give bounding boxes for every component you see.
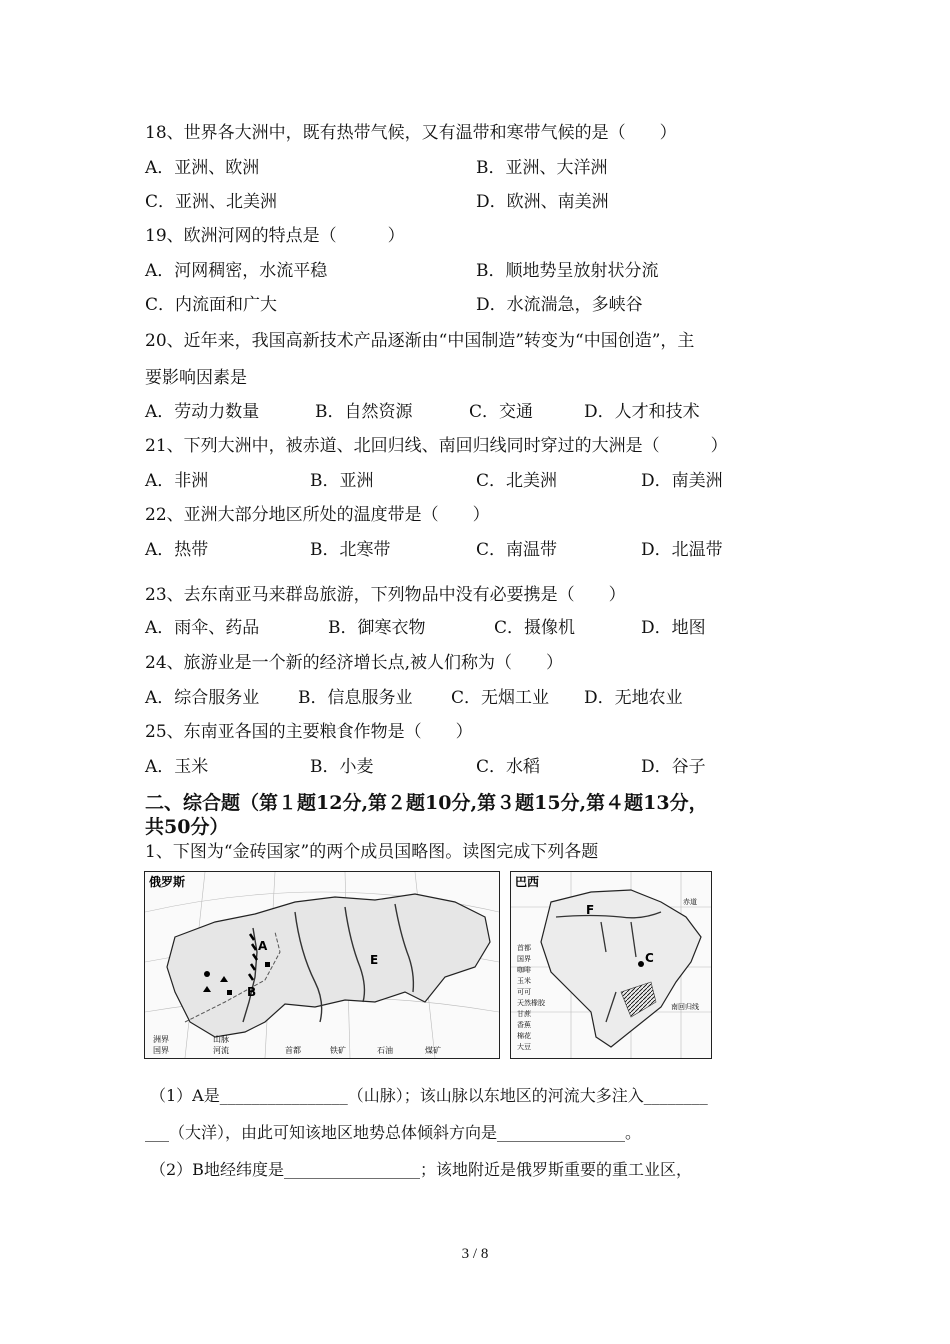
- brazil-map-tropic-capricorn: 南回归线: [671, 1003, 699, 1011]
- question-21-stem: 21、下列大洲中，被赤道、北回归线、南回归线同时穿过的大洲是（ ）: [145, 436, 728, 456]
- question-24-option-d[interactable]: D．无地农业: [584, 688, 683, 708]
- question-18-option-a[interactable]: A．亚洲、欧洲: [145, 158, 260, 178]
- brazil-legend-corn: 玉米: [517, 977, 531, 985]
- question-19-option-a[interactable]: A．河网稠密，水流平稳: [145, 261, 328, 281]
- question-22-stem: 22、亚洲大部分地区所处的温度带是（ ）: [145, 505, 490, 525]
- question-23-option-d[interactable]: D．地图: [641, 618, 706, 638]
- question-20-stem-continued: 要影响因素是: [145, 368, 247, 388]
- russia-map-label-e: E: [370, 953, 379, 967]
- question-20-option-b[interactable]: B．自然资源: [315, 402, 413, 422]
- russia-map-label-b: B: [247, 985, 257, 999]
- russia-legend-rivers: 河流: [213, 1046, 229, 1055]
- question-25-option-c[interactable]: C．水稻: [476, 757, 541, 777]
- comprehensive-question-1-intro: 1、下图为“金砖国家”的两个成员国略图。读图完成下列各题: [145, 842, 599, 862]
- question-24-stem: 24、旅游业是一个新的经济增长点,被人们称为（ ）: [145, 653, 564, 673]
- russia-legend-oil: 石油: [377, 1046, 393, 1055]
- section-2-heading-continued: 共50分）: [145, 816, 229, 838]
- brazil-legend-banana: 香蕉: [517, 1021, 531, 1029]
- brazil-legend-cotton: 棉花: [517, 1032, 531, 1040]
- question-20-stem: 20、近年来，我国高新技术产品逐渐由“中国制造”转变为“中国创造”，主: [145, 331, 695, 351]
- brazil-legend-capital: 首都: [517, 944, 531, 952]
- question-23-stem: 23、去东南亚马来群岛旅游，下列物品中没有必要携是（ ）: [145, 585, 626, 605]
- fill-question-1-part-2[interactable]: （2）B地经纬度是_________________；该地附近是俄罗斯重要的重工业区，: [150, 1160, 692, 1179]
- question-19-option-c[interactable]: C．内流面和广大: [145, 295, 278, 315]
- fill-question-1-part-1-continued[interactable]: ___（大洋），由此可知该地区地势总体倾斜方向是________________。: [145, 1123, 642, 1142]
- question-18-stem: 18、世界各大洲中，既有热带气候，又有温带和寒带气候的是（ ）: [145, 123, 677, 143]
- question-24-option-a[interactable]: A．综合服务业: [145, 688, 260, 708]
- question-25-stem: 25、东南亚各国的主要粮食作物是（ ）: [145, 722, 473, 742]
- brazil-legend-cocoa: 可可: [517, 988, 531, 996]
- question-22-option-b[interactable]: B．北寒带: [310, 540, 391, 560]
- russia-legend-coal: 煤矿: [425, 1046, 441, 1055]
- question-19-option-b[interactable]: B．顺地势呈放射状分流: [476, 261, 659, 281]
- question-23-option-c[interactable]: C．摄像机: [494, 618, 576, 638]
- brazil-map-label-f: F: [586, 903, 595, 917]
- question-18-option-b[interactable]: B．亚洲、大洋洲: [476, 158, 608, 178]
- question-21-option-c[interactable]: C．北美洲: [476, 471, 558, 491]
- question-18-option-c[interactable]: C．亚洲、北美洲: [145, 192, 278, 212]
- question-19-stem: 19、欧洲河网的特点是（ ）: [145, 226, 405, 246]
- section-2-heading: 二、综合题（第１题12分,第２题10分,第３题15分,第４题13分，: [145, 792, 708, 814]
- question-22-option-c[interactable]: C．南温带: [476, 540, 558, 560]
- russia-legend-continent-border: 洲界: [153, 1035, 169, 1044]
- question-22-option-a[interactable]: A．热带: [145, 540, 209, 560]
- russia-map-title: 俄罗斯: [149, 875, 186, 889]
- question-25-option-b[interactable]: B．小麦: [310, 757, 374, 777]
- question-21-option-d[interactable]: D．南美洲: [641, 471, 723, 491]
- brazil-legend-rubber: 天然橡胶: [517, 999, 545, 1007]
- brazil-legend-coffee: 咖啡: [517, 966, 531, 974]
- brazil-map-label-c: C: [645, 951, 654, 965]
- question-20-option-a[interactable]: A．劳动力数量: [145, 402, 260, 422]
- brazil-map-equator: 赤道: [683, 898, 697, 906]
- brazil-legend-sugarcane: 甘蔗: [517, 1010, 531, 1018]
- russia-map: [144, 871, 500, 1059]
- brazil-legend-border: 国界: [517, 955, 531, 963]
- brazil-map-figure: [511, 872, 711, 1058]
- question-20-option-d[interactable]: D．人才和技术: [584, 402, 700, 422]
- russia-map-figure: [145, 872, 499, 1058]
- fill-question-1-part-1[interactable]: （1）A是________________（山脉）；该山脉以东地区的河流大多注入________: [150, 1086, 708, 1105]
- question-23-option-b[interactable]: B．御寒衣物: [328, 618, 426, 638]
- russia-legend-mountains: 山脉: [213, 1035, 229, 1044]
- brazil-map: [510, 871, 712, 1059]
- russia-legend-iron: 铁矿: [330, 1046, 346, 1055]
- question-25-option-a[interactable]: A．玉米: [145, 757, 209, 777]
- question-24-option-b[interactable]: B．信息服务业: [298, 688, 413, 708]
- russia-legend-capital: 首都: [285, 1046, 301, 1055]
- question-20-option-c[interactable]: C．交通: [469, 402, 534, 422]
- brazil-map-title: 巴西: [515, 875, 540, 889]
- question-23-option-a[interactable]: A．雨伞、药品: [145, 618, 260, 638]
- question-19-option-d[interactable]: D．水流湍急，多峡谷: [476, 295, 643, 315]
- question-22-option-d[interactable]: D．北温带: [641, 540, 723, 560]
- question-24-option-c[interactable]: C．无烟工业: [451, 688, 550, 708]
- page-number: 3 / 8: [461, 1246, 489, 1262]
- brazil-legend-soybean: 大豆: [517, 1043, 531, 1051]
- russia-map-label-a: A: [258, 939, 268, 953]
- question-25-option-d[interactable]: D．谷子: [641, 757, 706, 777]
- russia-legend-country-border: 国界: [153, 1046, 169, 1055]
- question-21-option-b[interactable]: B．亚洲: [310, 471, 374, 491]
- question-21-option-a[interactable]: A．非洲: [145, 471, 209, 491]
- question-18-option-d[interactable]: D．欧洲、南美洲: [476, 192, 609, 212]
